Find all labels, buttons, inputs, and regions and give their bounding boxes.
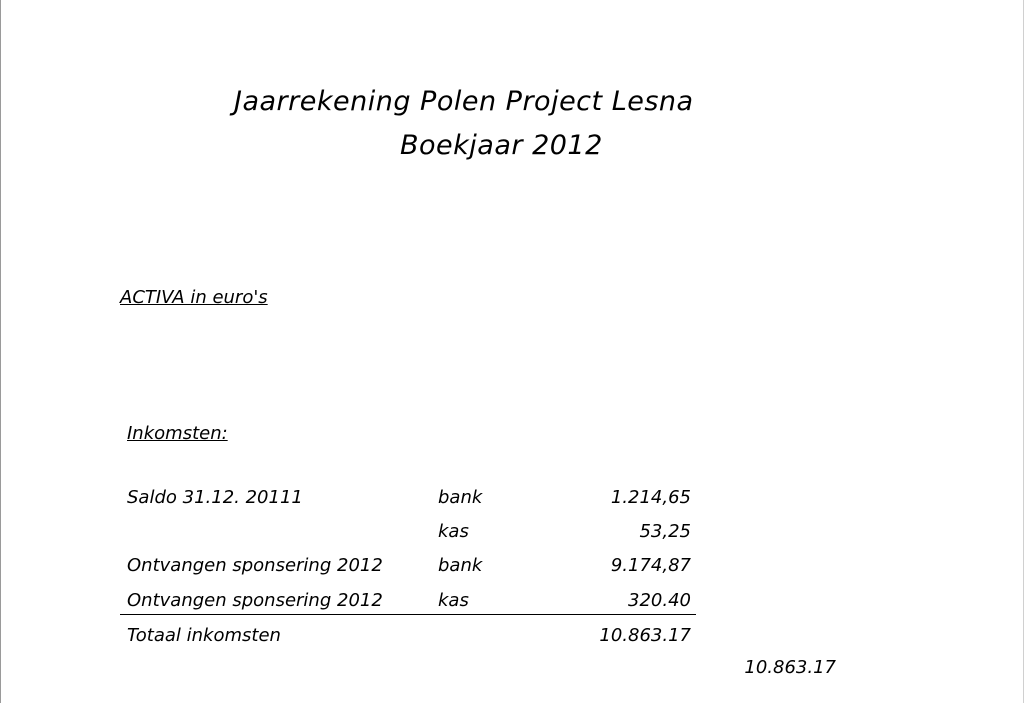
row-type: bank bbox=[438, 555, 483, 576]
row-label: Ontvangen sponsering 2012 bbox=[127, 590, 383, 611]
row-label: Ontvangen sponsering 2012 bbox=[127, 555, 383, 576]
row-type: bank bbox=[438, 487, 483, 508]
row-amount: 9.174,87 bbox=[610, 555, 691, 576]
row-amount: 53,25 bbox=[639, 521, 691, 542]
document-title: Jaarrekening Polen Project Lesna bbox=[234, 86, 694, 117]
grand-total-amount: 10.863.17 bbox=[744, 657, 836, 678]
row-type: kas bbox=[438, 521, 469, 542]
section-heading-activa: ACTIVA in euro's bbox=[120, 287, 268, 308]
total-label: Totaal inkomsten bbox=[127, 625, 281, 646]
row-type: kas bbox=[438, 590, 469, 611]
subheading-inkomsten: Inkomsten: bbox=[127, 423, 228, 444]
document-subtitle: Boekjaar 2012 bbox=[400, 130, 603, 161]
page-left-edge bbox=[0, 0, 1, 703]
row-amount: 1.214,65 bbox=[610, 487, 691, 508]
row-amount: 320.40 bbox=[628, 590, 691, 611]
total-amount: 10.863.17 bbox=[599, 625, 691, 646]
total-divider-line bbox=[120, 614, 696, 615]
row-label: Saldo 31.12. 20111 bbox=[127, 487, 303, 508]
